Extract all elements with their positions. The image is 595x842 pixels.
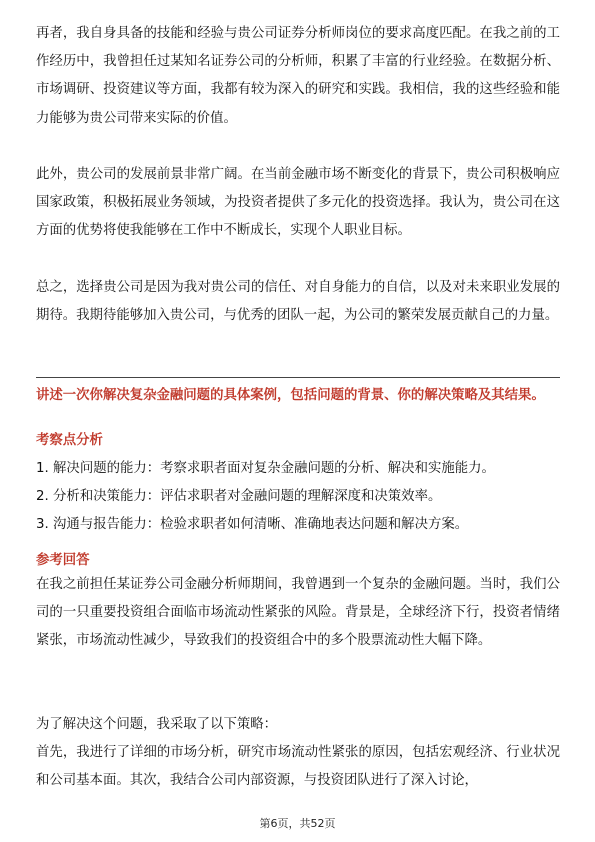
answer-paragraph-strategy-steps: 首先，我进行了详细的市场分析，研究市场流动性紧张的原因，包括宏观经济、行业状况和公司基本面。其次，我结合公司内部资源，与投资团队进行了深入讨论， (36, 745, 560, 789)
analysis-title: 考察点分析 (36, 433, 103, 448)
answer-paragraph-background: 在我之前担任某证券公司金融分析师期间，我曾遇到一个复杂的金融问题。当时，我们公司的一只重要投资组合面临市场流动性紧张的风险。背景是，全球经济下行，投资者情绪紧张，市场流动性减少，导致我们的投资组合中的多个股票流动性大幅下降。 (36, 577, 560, 649)
analysis-item: 2. 分析和决策能力：评估求职者对金融问题的理解深度和决策效率。 (36, 489, 442, 504)
interview-question: 讲述一次你解决复杂金融问题的具体案例，包括问题的背景、你的解决策略及其结果。 (36, 388, 545, 403)
paragraph-conclusion: 总之，选择贵公司是因为我对贵公司的信任、对自身能力的自信，以及对未来职业发展的期待。我期待能够加入贵公司，与优秀的团队一起，为公司的繁荣发展贡献自己的力量。 (36, 280, 560, 324)
answer-title: 参考回答 (36, 553, 90, 568)
analysis-list (36, 455, 560, 539)
answer-paragraph-strategy-intro: 为了解决这个问题，我采取了以下策略： (36, 717, 278, 732)
paragraph-company-prospects: 此外，贵公司的发展前景非常广阔。在当前金融市场不断变化的背景下，贵公司积极响应国家政策，积极拓展业务领域，为投资者提供了多元化的投资选择。我认为，贵公司在这方面的优势将使我能够在工作中不断成长，实现个人职业目标。 (36, 167, 560, 239)
section-divider (36, 377, 560, 378)
analysis-item: 3. 沟通与报告能力：检验求职者如何清晰、准确地表达问题和解决方案。 (36, 517, 469, 532)
paragraph-skills-match: 再者，我自身具备的技能和经验与贵公司证券分析师岗位的要求高度匹配。在我之前的工作经历中，我曾担任过某知名证券公司的分析师，积累了丰富的行业经验。在数据分析、市场调研、投资建议等方面，我都有较为深入的研究和实践。我相信，我的这些经验和能力能够为贵公司带来实际的价值。 (36, 26, 560, 126)
analysis-item: 1. 解决问题的能力：考察求职者面对复杂金融问题的分析、解决和实施能力。 (36, 461, 495, 476)
page-number: 第6页，共52页 (259, 817, 336, 830)
